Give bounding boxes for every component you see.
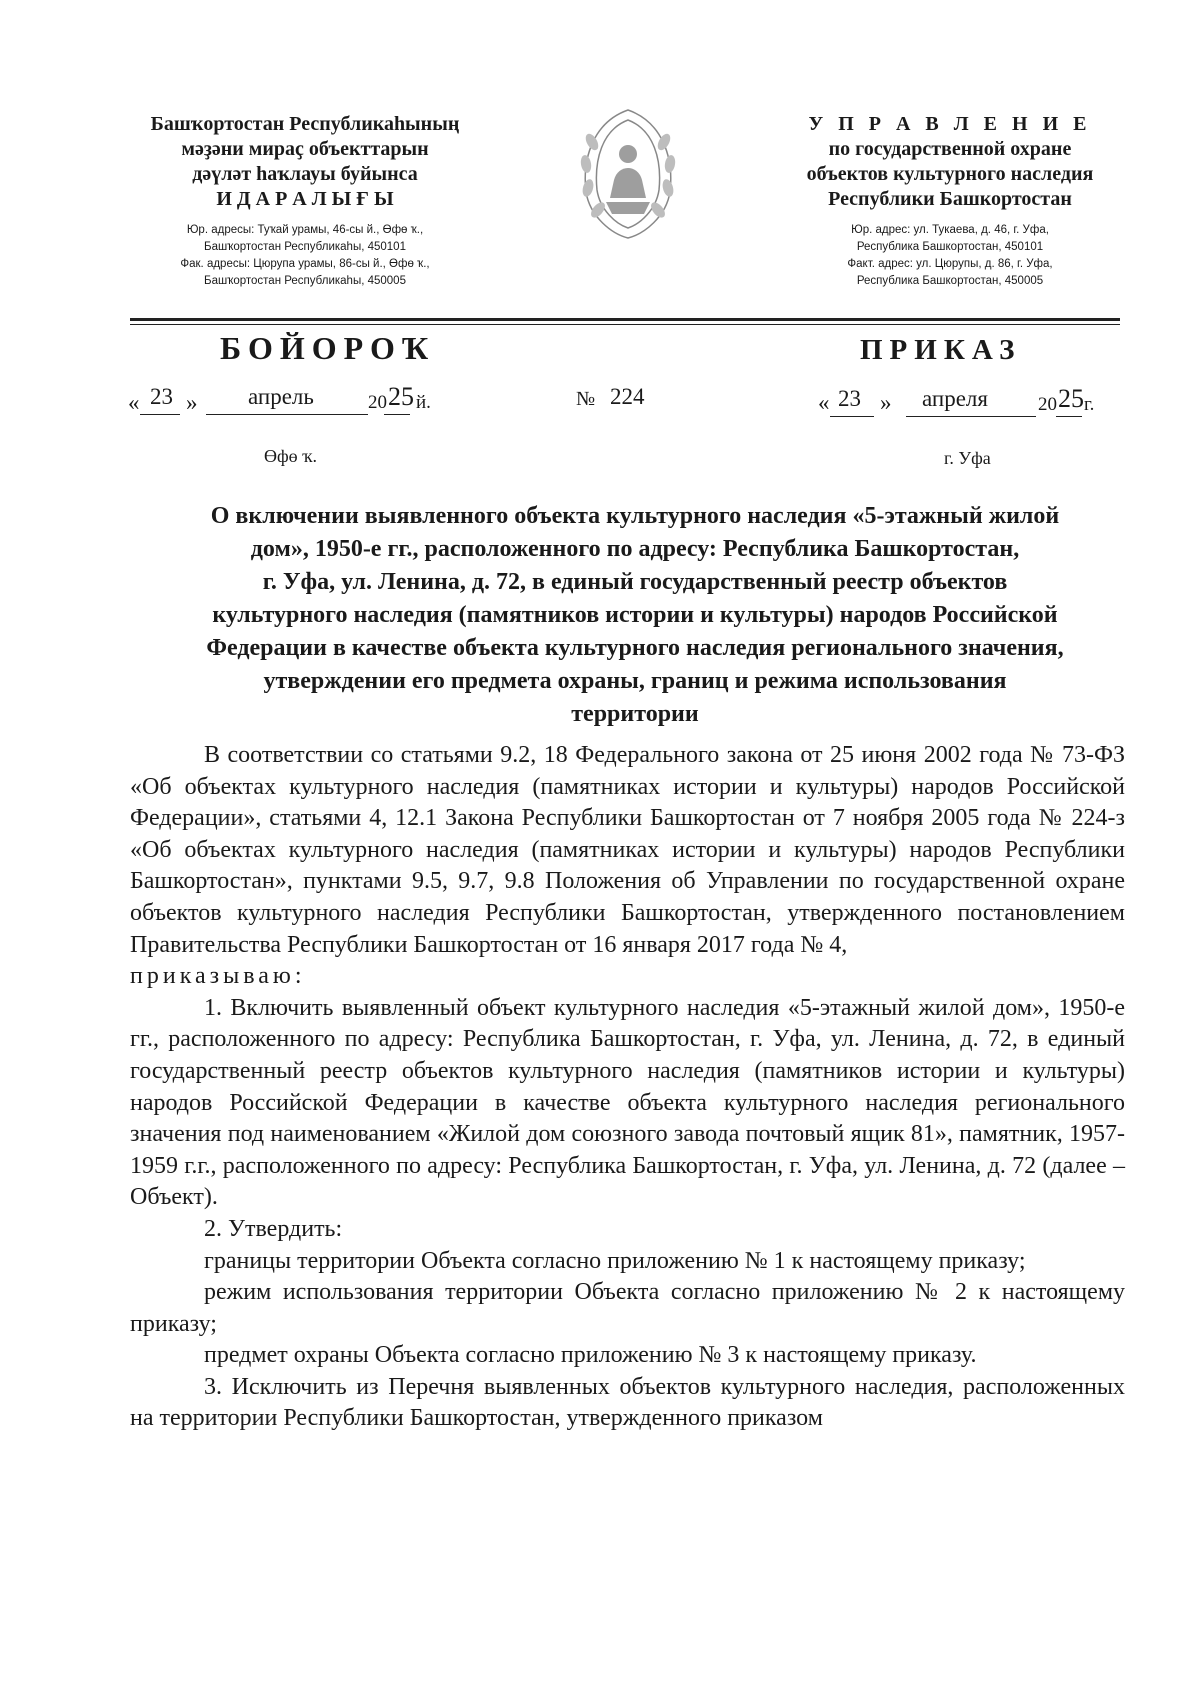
address-line: Республика Башкортостан, 450005 xyxy=(856,275,1044,287)
preamble-paragraph: В соответствии со статьями 9.2, 18 Федерального закона от 25 июня 2002 года № 73-ФЗ «Об объектах культурного наследия (памятниках истории и культуры) народов Российской Федерации», статьями 4, 12.1 Закона Республики Башкортостан от 7 ноября 2005 года № 224-з «Об объектах культурного наследия (памятниках истории и культуры) народов Республики Башкортостан», пунктами 9.5, 9.7, 9.8 Положения об Управлении по государственной охране объектов культурного наследия Республики Башкортостан, утвержденного постановлением Правительства Республики Башкортостан от 16 января 2017 года № 4, xyxy=(130,742,1125,958)
city-russian: г. Уфа xyxy=(944,448,991,468)
bashkir-org-line: дәүләт һаҡлауы буйынса xyxy=(192,163,418,185)
date-year-prefix: 20 xyxy=(1038,394,1057,415)
date-year-underline xyxy=(384,414,410,415)
clause-1: 1. Включить выявленный объект культурного наследия «5-этажный жилой дом», 1950-е гг., расположенного по адресу: Республика Башкортостан, г. Уфа, ул. Ленина, д. 72, в единый государственный реестр объектов культурного наследия (памятников истории и культуры) народов Российской Федерации в качестве объекта культурного наследия регионального значения под наименованием «Жилой дом союзного завода почтовый ящик 81», памятник, 1957-1959 г.г., расположенного по адресу: Республика Башкортостан, г. Уфа, ул. Ленина, д. 72 (далее – Объект). xyxy=(130,994,1125,1211)
document-title xyxy=(140,500,1130,731)
date-day-underline xyxy=(830,416,874,417)
date-month: апреля xyxy=(922,386,988,411)
date-day: 23 xyxy=(150,384,173,409)
date-year-suffix: 25 xyxy=(1058,384,1084,413)
date-quote-open: « xyxy=(128,390,140,415)
title-line: территории xyxy=(571,701,699,727)
date-month-underline xyxy=(906,416,1036,417)
date-year-mark: г. xyxy=(1084,394,1095,415)
address-line: Республика Башкортостан, 450101 xyxy=(856,241,1044,253)
title-line: г. Уфа, ул. Ленина, д. 72, в единый государственный реестр объектов xyxy=(262,569,1008,595)
document-type-russian: ПРИКАЗ xyxy=(860,334,1022,366)
russian-org-line: по государственной охране xyxy=(828,138,1072,160)
address-line: Юр. адрес: ул. Тукаева, д. 46, г. Уфа, xyxy=(851,224,1049,236)
russian-org-line: объектов культурного наследия xyxy=(806,163,1094,185)
title-line: О включении выявленного объекта культурного наследия «5-этажный жилой xyxy=(210,503,1060,529)
bashkir-org-block xyxy=(120,112,490,290)
document-number: 224 xyxy=(610,384,645,409)
number-sign: № xyxy=(576,388,596,410)
address-line: Башҡортостан Республикаһы, 450101 xyxy=(204,241,406,253)
date-year-suffix: 25 xyxy=(388,382,414,411)
header-divider-thick xyxy=(130,318,1120,321)
russian-org-block xyxy=(780,112,1120,290)
russian-address xyxy=(780,222,1120,290)
bashkir-address xyxy=(120,222,490,290)
order-word: приказываю: xyxy=(130,963,306,990)
document-body xyxy=(130,740,1125,1435)
date-quote-open: « xyxy=(818,390,830,415)
emblem-icon xyxy=(572,102,684,242)
bashkir-org-line: И Д А Р А Л Ы Ғ Ы xyxy=(216,188,394,210)
clause-2: 2. Утвердить: xyxy=(204,1215,343,1242)
clause-3: 3. Исключить из Перечня выявленных объектов культурного наследия, расположенных на территории Республики Башкортостан, утвержденного приказом xyxy=(130,1373,1125,1432)
bashkir-org-line: Башҡортостан Республикаһының xyxy=(150,113,460,135)
address-line: Факт. адрес: ул. Цюрупы, д. 86, г. Уфа, xyxy=(847,258,1053,270)
header-divider-thin xyxy=(130,324,1120,325)
clause-2-item: предмет охраны Объекта согласно приложению № 3 к настоящему приказу. xyxy=(204,1342,977,1369)
bashkir-org-line: мәҙәни мираҫ объекттарын xyxy=(181,138,429,160)
title-line: Федерации в качестве объекта культурного наследия регионального значения, xyxy=(206,635,1064,661)
date-year-underline xyxy=(1056,416,1082,417)
clause-2-item: границы территории Объекта согласно приложению № 1 к настоящему приказу; xyxy=(204,1247,1026,1274)
date-month-underline xyxy=(206,414,368,415)
title-line: утверждении его предмета охраны, границ и режима использования xyxy=(263,668,1007,694)
address-line: Фак. адресы: Цюрупа урамы, 86-сы й., Өфө ҡ., xyxy=(180,258,430,270)
title-line: культурного наследия (памятников истории и культуры) народов Российской xyxy=(212,602,1058,628)
title-line: дом», 1950-е гг., расположенного по адресу: Республика Башкортостан, xyxy=(250,536,1020,562)
russian-org-line: У П Р А В Л Е Н И Е xyxy=(808,113,1092,135)
russian-org-line: Республики Башкортостан xyxy=(828,188,1072,210)
date-year-mark: й. xyxy=(416,392,431,413)
city-bashkir: Өфө ҡ. xyxy=(264,446,317,466)
date-month: апрель xyxy=(248,384,314,409)
date-day-underline xyxy=(140,414,180,415)
address-line: Юр. адресы: Туҡай урамы, 46-сы й., Өфө ҡ., xyxy=(186,224,424,236)
address-line: Башҡортостан Республикаһы, 450005 xyxy=(204,275,406,287)
date-day: 23 xyxy=(838,386,861,411)
date-year-prefix: 20 xyxy=(368,392,387,413)
date-quote-close: » xyxy=(186,390,198,415)
document-type-bashkir: БОЙОРОҠ xyxy=(220,330,436,366)
date-quote-close: » xyxy=(880,390,892,415)
clause-2-item: режим использования территории Объекта согласно приложению № 2 к настоящему приказу; xyxy=(130,1279,1125,1337)
